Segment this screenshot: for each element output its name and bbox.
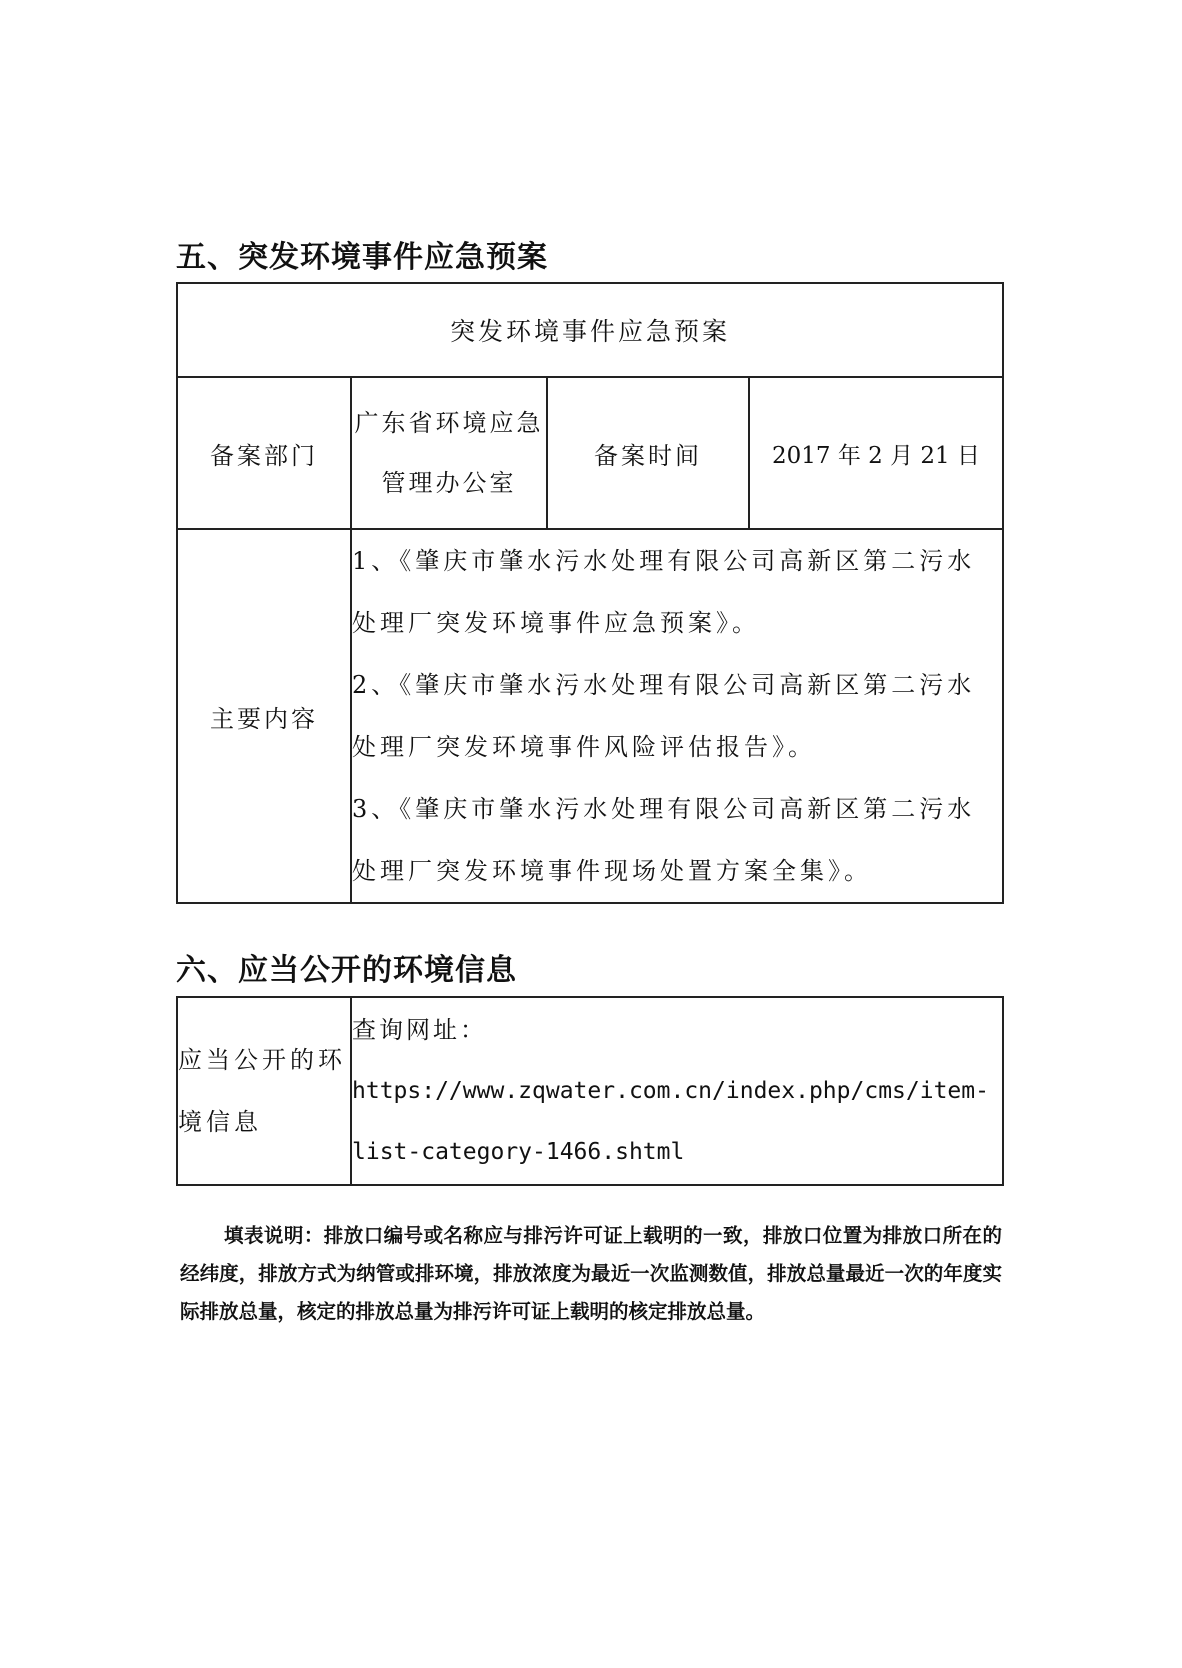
list-item: 2、《肇庆市肇水污水处理有限公司高新区第二污水处理厂突发环境事件风险评估报告》。 <box>352 671 976 761</box>
dept-value-line1: 广东省环境应急 <box>354 409 544 437</box>
env-info-label: 应当公开的环境信息 <box>177 997 351 1185</box>
table-row <box>177 377 1003 529</box>
table-title: 突发环境事件应急预案 <box>177 283 1003 377</box>
form-note: 填表说明：排放口编号或名称应与排污许可证上载明的一致，排放口位置为排放口所在的经纬度，排放方式为纳管或排环境，排放浓度为最近一次监测数值，排放总量最近一次的年度实际排放总量，核定的排放总量为排污许可证上载明的核定排放总量。 <box>180 1224 1002 1323</box>
content-label: 主要内容 <box>177 529 351 903</box>
time-label: 备案时间 <box>547 377 749 529</box>
list-item: 3、《肇庆市肇水污水处理有限公司高新区第二污水处理厂突发环境事件现场处置方案全集》。 <box>352 795 976 885</box>
section5-heading: 五、突发环境事件应急预案 <box>176 240 548 275</box>
list-item: 1、《肇庆市肇水污水处理有限公司高新区第二污水处理厂突发环境事件应急预案》。 <box>352 547 976 637</box>
dept-label: 备案部门 <box>177 377 351 529</box>
section6-heading: 六、应当公开的环境信息 <box>176 953 517 988</box>
query-label: 查询网址： <box>352 1015 487 1044</box>
dept-value <box>351 377 547 529</box>
table-row <box>177 997 1003 1185</box>
query-url: https://www.zqwater.com.cn/index.php/cms/item-list-category-1466.shtml <box>352 1077 989 1165</box>
env-info-table <box>176 996 1004 1186</box>
time-value: 2017 年 2 月 21 日 <box>749 377 1003 529</box>
table-row <box>177 529 1003 903</box>
content-list <box>351 529 1003 903</box>
emergency-plan-table <box>176 282 1004 904</box>
dept-value-line2: 管理办公室 <box>381 469 517 497</box>
table-row <box>177 283 1003 377</box>
env-info-value <box>351 997 1003 1185</box>
